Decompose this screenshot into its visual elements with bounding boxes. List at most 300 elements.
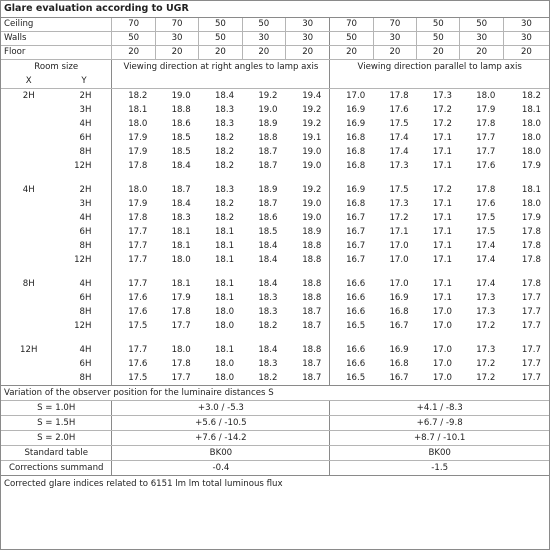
ugr-value: 17.1 (432, 227, 452, 237)
ugr-value: 17.3 (432, 91, 452, 101)
ugr-value: 18.8 (171, 105, 191, 115)
y-label: Y (56, 74, 111, 89)
ceiling-value: 30 (285, 18, 329, 32)
room-y-value: 12H (56, 253, 111, 267)
ugr-value: 16.9 (389, 293, 409, 303)
ugr-value: 17.2 (432, 105, 452, 115)
ugr-value: 19.0 (171, 91, 191, 101)
ugr-value: 17.8 (476, 119, 496, 129)
ugr-value: 18.1 (214, 255, 235, 265)
ugr-value: 17.4 (389, 133, 409, 143)
ugr-value: 17.3 (476, 345, 496, 355)
ugr-value: 16.7 (389, 321, 409, 331)
ugr-value: 16.8 (346, 147, 366, 157)
ugr-value: 18.0 (199, 371, 242, 386)
spacer-cell (1, 333, 56, 343)
ugr-value: 18.7 (258, 161, 278, 171)
ugr-value: 16.7 (346, 241, 366, 251)
ugr-value: 18.7 (171, 185, 191, 195)
ugr-value: 18.0 (521, 119, 541, 129)
room-y-value: 3H (56, 197, 111, 211)
ugr-value: 16.7 (373, 371, 416, 386)
ugr-value: 16.7 (346, 227, 366, 237)
ugr-value: 17.8 (389, 91, 409, 101)
ugr-value: 17.0 (432, 345, 452, 355)
table-row (1, 225, 549, 239)
room-x-value (1, 305, 56, 319)
table-row (1, 89, 549, 104)
ugr-value: 18.0 (171, 255, 191, 265)
room-x-value (1, 225, 56, 239)
ugr-value: 17.0 (389, 255, 409, 265)
ugr-value: 18.3 (258, 293, 278, 303)
ugr-value: 18.4 (171, 161, 191, 171)
ugr-value: 18.7 (258, 199, 278, 209)
ceiling-value: 50 (199, 18, 242, 32)
table-row (1, 357, 549, 371)
floor-label: Floor (1, 46, 112, 60)
ugr-value: 17.7 (171, 321, 191, 331)
ugr-value: 18.0 (521, 147, 541, 157)
corrections-row (1, 461, 549, 476)
ugr-value: 16.5 (330, 371, 373, 386)
ugr-value: 17.7 (521, 321, 541, 331)
room-x-value (1, 159, 56, 173)
spacer-cell (112, 173, 330, 183)
ugr-value: 18.5 (171, 133, 191, 143)
ugr-value: 18.8 (285, 343, 329, 357)
ugr-value: 18.9 (258, 119, 278, 129)
footer-note: Corrected glare indices related to 6151 lm lm total luminous flux (1, 476, 549, 493)
table-row (1, 131, 549, 145)
ugr-value: 18.1 (128, 105, 148, 115)
ugr-value: 17.1 (432, 255, 452, 265)
ugr-value: 17.7 (155, 371, 198, 386)
ugr-value: 19.2 (285, 117, 329, 131)
ugr-value: 17.4 (476, 241, 496, 251)
ugr-value: 16.9 (389, 345, 409, 355)
ugr-value: 18.4 (258, 279, 278, 289)
table-row (1, 145, 549, 159)
floor-value: 20 (112, 46, 155, 60)
room-x-value (1, 357, 56, 371)
variation-parallel: +4.1 / -8.3 (330, 401, 549, 416)
footer-row (1, 476, 549, 493)
ugr-value: 18.3 (258, 359, 278, 369)
room-x-value (1, 145, 56, 159)
variation-right: +7.6 / -14.2 (112, 431, 330, 446)
ugr-value: 18.0 (214, 307, 235, 317)
ugr-value: 19.0 (285, 197, 329, 211)
room-y-value: 8H (56, 371, 111, 386)
ugr-value: 17.7 (128, 241, 148, 251)
ugr-value: 17.1 (432, 241, 452, 251)
ugr-value: 17.0 (389, 279, 409, 289)
ugr-value: 18.8 (285, 277, 329, 291)
ugr-value: 18.0 (128, 185, 148, 195)
ugr-value: 17.1 (432, 199, 452, 209)
floor-value: 20 (330, 46, 373, 60)
walls-value: 50 (330, 32, 373, 46)
ugr-value: 17.2 (389, 213, 409, 223)
ugr-value: 17.9 (128, 133, 148, 143)
ugr-value: 16.6 (346, 293, 366, 303)
ugr-value: 18.8 (285, 239, 329, 253)
spacer-cell (112, 267, 330, 277)
ugr-value: 19.1 (285, 131, 329, 145)
ugr-value: 17.2 (476, 321, 496, 331)
ceiling-value: 50 (242, 18, 285, 32)
ugr-value: 17.6 (128, 307, 148, 317)
ugr-value: 16.8 (389, 307, 409, 317)
room-y-value: 4H (56, 211, 111, 225)
ugr-value: 19.2 (258, 91, 278, 101)
room-y-value: 6H (56, 131, 111, 145)
ugr-value: 17.8 (171, 307, 191, 317)
ugr-value: 16.9 (346, 185, 366, 195)
ugr-value: 17.9 (128, 199, 148, 209)
ugr-value: 18.4 (214, 91, 235, 101)
ugr-value: 17.7 (128, 345, 148, 355)
room-y-value: 8H (56, 145, 111, 159)
ugr-value: 17.6 (128, 359, 148, 369)
ugr-value: 18.2 (242, 371, 285, 386)
ugr-value: 16.6 (346, 279, 366, 289)
room-y-value: 8H (56, 305, 111, 319)
ugr-value: 17.2 (432, 185, 452, 195)
ugr-value: 18.0 (128, 119, 148, 129)
ugr-value: 17.5 (128, 321, 148, 331)
floor-value: 20 (417, 46, 460, 60)
ugr-value: 18.2 (521, 91, 541, 101)
ugr-value: 17.5 (112, 371, 155, 386)
ugr-value: 17.8 (521, 241, 541, 251)
ugr-value: 17.8 (476, 185, 496, 195)
ugr-value: 17.7 (521, 359, 541, 369)
variation-right: +5.6 / -10.5 (112, 416, 330, 431)
ceiling-value: 70 (112, 18, 155, 32)
variation-parallel: +6.7 / -9.8 (330, 416, 549, 431)
room-x-value (1, 371, 56, 386)
variation-right: +3.0 / -5.3 (112, 401, 330, 416)
walls-value: 30 (242, 32, 285, 46)
ugr-value: 18.0 (214, 359, 235, 369)
room-x-value (1, 117, 56, 131)
ugr-value: 17.1 (389, 227, 409, 237)
table-row (1, 183, 549, 197)
ugr-value: 18.1 (214, 293, 235, 303)
ugr-value: 18.3 (214, 119, 235, 129)
floor-value: 20 (373, 46, 416, 60)
ugr-value: 17.7 (476, 147, 496, 157)
ugr-value: 18.1 (214, 345, 235, 355)
ugr-table (1, 1, 549, 492)
ugr-value: 18.7 (285, 357, 329, 371)
floor-value: 20 (155, 46, 198, 60)
room-x-value (1, 211, 56, 225)
ugr-value: 18.8 (258, 133, 278, 143)
spacer-cell (56, 267, 111, 277)
ugr-value: 18.0 (214, 321, 235, 331)
table-row (1, 159, 549, 173)
header-spacer (112, 74, 330, 89)
room-x-value (1, 239, 56, 253)
ugr-value: 16.7 (346, 255, 366, 265)
corrections-label: Corrections summand (1, 461, 112, 476)
ugr-value: 17.7 (503, 371, 549, 386)
spacer-cell (1, 173, 56, 183)
ugr-value: 18.6 (258, 213, 278, 223)
walls-value: 30 (285, 32, 329, 46)
ugr-value: 17.6 (476, 199, 496, 209)
ugr-value: 17.5 (476, 227, 496, 237)
ugr-value: 16.8 (346, 161, 366, 171)
ugr-value: 18.2 (258, 321, 278, 331)
ugr-value: 19.4 (285, 89, 329, 104)
room-size-label: Room size (1, 60, 112, 75)
spacer-cell (1, 267, 56, 277)
room-y-value: 4H (56, 117, 111, 131)
room-x-value (1, 319, 56, 333)
room-y-value: 8H (56, 239, 111, 253)
ugr-value: 17.7 (521, 307, 541, 317)
ugr-value: 19.2 (285, 183, 329, 197)
x-label: X (1, 74, 56, 89)
ceiling-value: 50 (460, 18, 503, 32)
floor-value: 20 (199, 46, 242, 60)
spacer-cell (56, 333, 111, 343)
room-y-value: 4H (56, 343, 111, 357)
ugr-value: 17.1 (432, 213, 452, 223)
room-x-value: 12H (20, 345, 38, 355)
table-row (1, 103, 549, 117)
table-row (1, 117, 549, 131)
ugr-value: 19.2 (285, 103, 329, 117)
spacer-cell (330, 173, 549, 183)
ugr-value: 18.0 (476, 91, 496, 101)
ugr-value: 17.3 (476, 307, 496, 317)
ceiling-value: 30 (503, 18, 549, 32)
ugr-value: 19.0 (258, 105, 278, 115)
ugr-value: 17.4 (476, 279, 496, 289)
room-x-value (1, 103, 56, 117)
ugr-value: 17.3 (476, 293, 496, 303)
variation-row (1, 401, 549, 416)
ugr-value: 18.1 (214, 227, 235, 237)
ugr-value: 18.1 (214, 241, 235, 251)
ceiling-value: 70 (373, 18, 416, 32)
room-y-value: 12H (56, 319, 111, 333)
ugr-value: 17.4 (476, 255, 496, 265)
ceiling-value: 70 (330, 18, 373, 32)
ugr-value: 17.0 (417, 371, 460, 386)
walls-value: 50 (417, 32, 460, 46)
walls-value: 30 (503, 32, 549, 46)
ugr-value: 17.9 (521, 213, 541, 223)
ugr-value: 17.1 (432, 147, 452, 157)
ugr-value: 18.1 (521, 185, 541, 195)
ugr-value: 16.9 (346, 105, 366, 115)
ugr-value: 18.7 (258, 147, 278, 157)
ugr-value: 16.7 (346, 213, 366, 223)
ugr-value: 18.4 (258, 345, 278, 355)
ugr-value: 18.2 (214, 199, 235, 209)
floor-value: 20 (503, 46, 549, 60)
table-row (1, 305, 549, 319)
ugr-value: 18.3 (214, 105, 235, 115)
room-y-value: 6H (56, 357, 111, 371)
ugr-value: 18.1 (171, 227, 191, 237)
ugr-value: 16.6 (346, 359, 366, 369)
ugr-value: 19.0 (285, 211, 329, 225)
ugr-value: 17.5 (389, 119, 409, 129)
ugr-value: 17.7 (521, 293, 541, 303)
ugr-value: 17.8 (521, 255, 541, 265)
ugr-value: 18.7 (285, 305, 329, 319)
table-row (1, 197, 549, 211)
ugr-value: 17.0 (432, 359, 452, 369)
ugr-value: 17.1 (432, 293, 452, 303)
floor-value: 20 (242, 46, 285, 60)
group-spacer (1, 267, 549, 277)
ugr-value: 17.0 (432, 321, 452, 331)
variation-row (1, 431, 549, 446)
spacer-cell (330, 267, 549, 277)
ugr-value: 18.2 (214, 147, 235, 157)
ugr-value: 17.9 (128, 147, 148, 157)
ugr-value: 18.7 (285, 319, 329, 333)
standard-table-right: BK00 (112, 446, 330, 461)
ugr-value: 18.3 (214, 185, 235, 195)
ugr-value: 18.2 (214, 133, 235, 143)
ugr-value: 17.0 (432, 307, 452, 317)
ugr-value: 17.7 (476, 133, 496, 143)
room-y-value: 4H (56, 277, 111, 291)
room-y-value: 6H (56, 225, 111, 239)
group-spacer (1, 173, 549, 183)
standard-table-row (1, 446, 549, 461)
ugr-value: 18.0 (521, 199, 541, 209)
ugr-value: 17.2 (460, 371, 503, 386)
ugr-value: 16.8 (346, 199, 366, 209)
ceiling-value: 70 (155, 18, 198, 32)
ugr-value: 18.9 (258, 185, 278, 195)
variation-label: S = 1.0H (1, 401, 112, 416)
ugr-value: 17.0 (346, 91, 366, 101)
ugr-value: 16.8 (346, 133, 366, 143)
ugr-value: 18.1 (171, 241, 191, 251)
table-row (1, 343, 549, 357)
ugr-value: 18.4 (258, 255, 278, 265)
table-row (1, 211, 549, 225)
ugr-value: 17.2 (432, 119, 452, 129)
ugr-value: 18.6 (171, 119, 191, 129)
variation-label: S = 1.5H (1, 416, 112, 431)
ugr-value: 17.6 (389, 105, 409, 115)
floor-value: 20 (460, 46, 503, 60)
ugr-value: 17.7 (128, 255, 148, 265)
ugr-value: 16.8 (389, 359, 409, 369)
walls-label: Walls (1, 32, 112, 46)
walls-value: 30 (373, 32, 416, 46)
ugr-value: 17.3 (389, 199, 409, 209)
ugr-value: 16.6 (346, 307, 366, 317)
room-x-value (1, 253, 56, 267)
ugr-value: 18.9 (285, 225, 329, 239)
ugr-value: 17.8 (128, 161, 148, 171)
room-x-value (1, 197, 56, 211)
variation-row (1, 416, 549, 431)
ugr-value: 17.2 (476, 359, 496, 369)
ugr-value: 18.1 (171, 279, 191, 289)
ugr-value: 17.7 (128, 279, 148, 289)
table-row (1, 371, 549, 386)
ugr-value: 17.9 (521, 161, 541, 171)
spacer-cell (330, 333, 549, 343)
direction-right-label: Viewing direction at right angles to lamp axis (112, 60, 330, 75)
ugr-value: 18.4 (258, 241, 278, 251)
table-row (1, 319, 549, 333)
ceiling-label: Ceiling (1, 18, 112, 32)
variation-label: S = 2.0H (1, 431, 112, 446)
room-x-value (1, 291, 56, 305)
ugr-value: 18.8 (285, 291, 329, 305)
ugr-value: 18.3 (258, 307, 278, 317)
room-x-value: 8H (22, 279, 35, 289)
table-row (1, 239, 549, 253)
corrections-right: -0.4 (112, 461, 330, 476)
ugr-value: 18.1 (214, 279, 235, 289)
ugr-value: 17.6 (128, 293, 148, 303)
ugr-value: 18.0 (171, 345, 191, 355)
ugr-value: 19.0 (285, 159, 329, 173)
ugr-value: 18.4 (171, 199, 191, 209)
ugr-value: 17.1 (432, 161, 452, 171)
ugr-value: 17.9 (171, 293, 191, 303)
ugr-value: 18.1 (521, 105, 541, 115)
spacer-cell (112, 333, 330, 343)
ugr-value: 17.9 (476, 105, 496, 115)
room-y-value: 3H (56, 103, 111, 117)
room-y-value: 2H (56, 89, 111, 104)
ugr-value: 19.0 (285, 145, 329, 159)
ugr-value: 17.8 (521, 279, 541, 289)
ugr-value: 16.5 (346, 321, 366, 331)
ugr-value: 17.5 (389, 185, 409, 195)
ugr-value: 17.5 (476, 213, 496, 223)
table-row (1, 277, 549, 291)
floor-value: 20 (285, 46, 329, 60)
ugr-value: 18.2 (214, 161, 235, 171)
ugr-value: 18.8 (285, 253, 329, 267)
ceiling-value: 50 (417, 18, 460, 32)
walls-value: 50 (112, 32, 155, 46)
ugr-value: 17.4 (389, 147, 409, 157)
room-y-value: 12H (56, 159, 111, 173)
ugr-value: 17.8 (128, 213, 148, 223)
walls-value: 50 (199, 32, 242, 46)
walls-value: 30 (460, 32, 503, 46)
ugr-value: 17.8 (171, 359, 191, 369)
ugr-value: 18.2 (214, 213, 235, 223)
ugr-value: 18.2 (128, 91, 148, 101)
page-title: Glare evaluation according to UGR (1, 1, 549, 18)
ugr-value: 16.6 (346, 345, 366, 355)
ugr-value: 18.0 (521, 133, 541, 143)
variation-title: Variation of the observer position for the luminaire distances S (1, 386, 549, 401)
walls-value: 30 (155, 32, 198, 46)
ugr-value: 18.3 (171, 213, 191, 223)
